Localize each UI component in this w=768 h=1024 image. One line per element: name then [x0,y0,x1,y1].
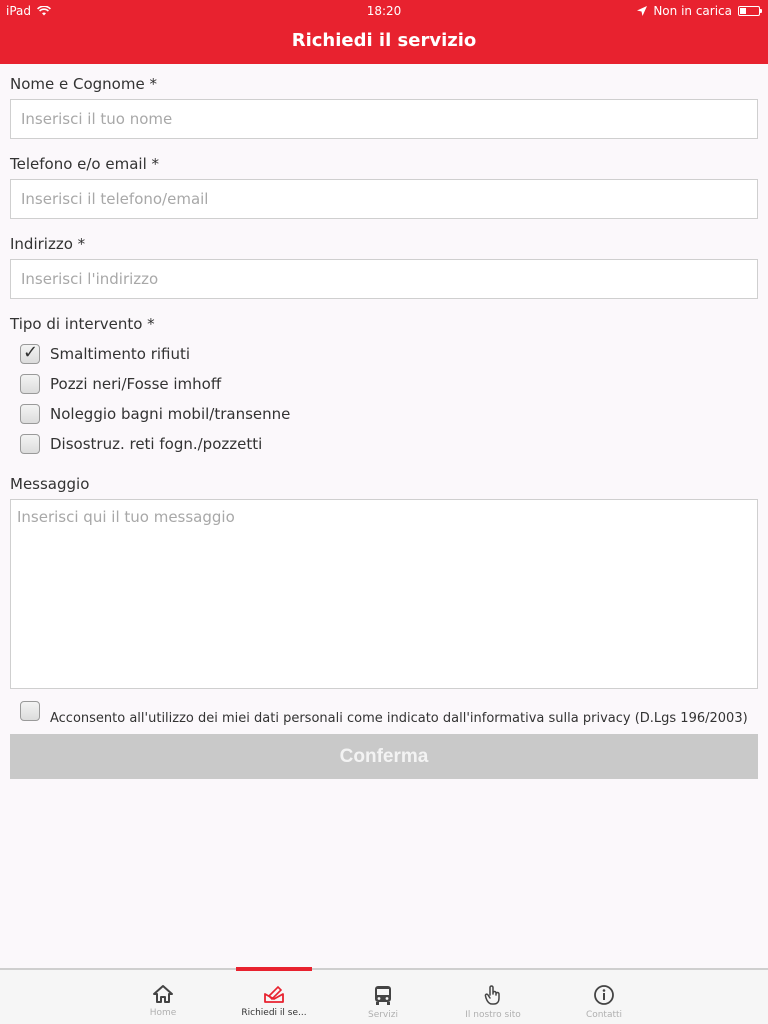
status-bar [0,0,768,22]
app-header [0,0,768,64]
message-textarea[interactable] [10,499,758,689]
service-option-label: Disostruz. reti fogn./pozzetti [50,435,263,453]
message-label: Messaggio [10,475,90,493]
service-option-noleggio[interactable] [20,404,290,424]
tab-request[interactable] [236,970,312,1024]
request-icon [263,984,285,1004]
tab-label: Home [149,1008,177,1018]
device-name: iPad [6,4,32,18]
page-title: Richiedi il servizio [291,30,477,51]
tab-label: Richiedi il se... [241,1008,307,1018]
service-option-label: Pozzi neri/Fosse imhoff [50,375,222,393]
charging-status: Non in carica [653,4,732,18]
checkbox[interactable] [20,434,40,454]
service-option-smaltimento[interactable] [20,344,190,364]
tab-label: Il nostro sito [465,1010,521,1020]
contact-input[interactable] [10,179,758,219]
tab-bar [0,968,768,1024]
home-icon [152,984,174,1004]
tab-label: Contatti [585,1010,623,1020]
address-input[interactable] [10,259,758,299]
tab-website[interactable] [455,970,531,1024]
contact-label: Telefono e/o email * [10,155,160,173]
checkbox-checked[interactable] [20,344,40,364]
confirm-button[interactable]: Conferma [10,734,758,779]
consent-label: Acconsento all'utilizzo dei miei dati personali come indicato dall'informativa sulla privacy (D.Lgs 196/2003) [50,711,748,726]
tab-services[interactable] [345,970,421,1024]
tab-label: Servizi [367,1010,398,1020]
message-placeholder: Inserisci qui il tuo messaggio [17,508,235,526]
checkbox[interactable] [20,404,40,424]
name-label: Nome e Cognome * [10,75,157,93]
battery-icon [738,6,760,16]
hand-pointer-icon [482,984,504,1006]
name-input[interactable] [10,99,758,139]
service-option-pozzi[interactable] [20,374,221,394]
address-label: Indirizzo * [10,235,86,253]
privacy-consent[interactable] [20,701,748,726]
location-arrow-icon [637,6,647,16]
tab-contacts[interactable] [566,970,642,1024]
service-option-label: Smaltimento rifiuti [50,345,191,363]
service-option-label: Noleggio bagni mobil/transenne [50,405,291,423]
consent-checkbox[interactable] [20,701,40,721]
info-icon [593,984,615,1006]
service-type-label: Tipo di intervento * [10,315,155,333]
checkbox[interactable] [20,374,40,394]
bus-icon [372,984,394,1006]
tab-home[interactable] [125,970,201,1024]
status-time: 18:20 [366,4,402,18]
service-option-disostruz[interactable] [20,434,262,454]
